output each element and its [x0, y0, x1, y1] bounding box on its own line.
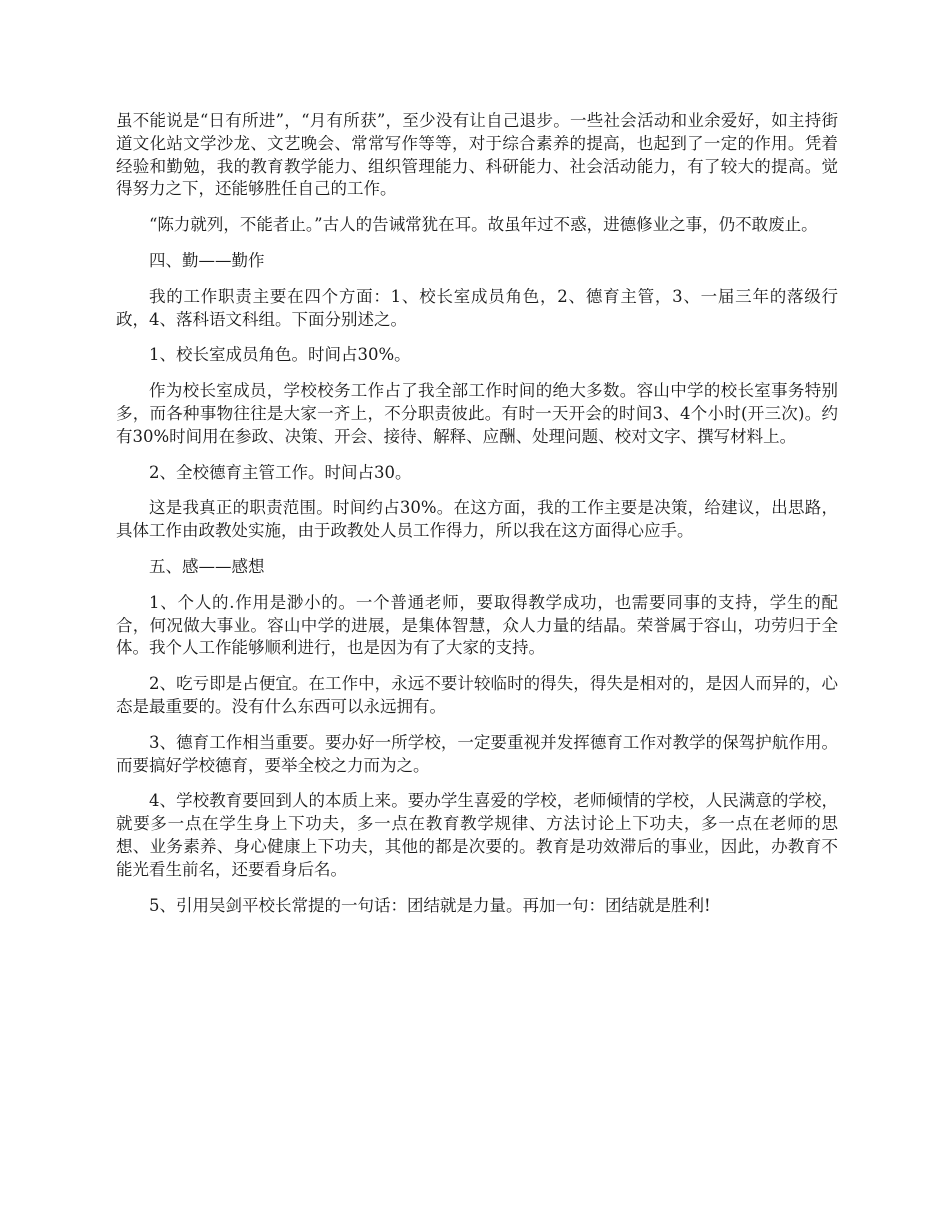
- paragraph-duties-overview: 我的工作职责主要在四个方面：1、校长室成员角色，2、德育主管，3、一届三年的落级行政，4、落科语文科组。下面分别述之。: [116, 286, 838, 329]
- paragraph-reflection-1: 1、个人的.作用是渺小的。一个普通老师，要取得教学成功，也需要同事的支持，学生的配合，何况做大事业。容山中学的进展，是集体智慧，众人力量的结晶。荣誉属于容山，功劳归于全体。我个人工作能够顺利进行，也是因为有了大家的支持。: [116, 592, 838, 658]
- document-body: [116, 110, 838, 930]
- paragraph-principal-office-work: 作为校长室成员，学校校务工作占了我全部工作时间的绝大多数。容山中学的校长室事务特别多，而各种事物往往是大家一齐上，不分职责彼此。有时一天开会的时间3、4个小时(开三次)。约有30%时间用在参政、决策、开会、接待、解释、应酬、处理问题、校对文字、撰写材料上。: [116, 381, 838, 446]
- paragraph-reflection-4: 4、学校教育要回到人的本质上来。要办学生喜爱的学校，老师倾情的学校，人民满意的学校，就要多一点在学生身上下功夫，多一点在教育教学规律、方法讨论上下功夫，多一点在老师的思想、业务素养、身心健康上下功夫，其他的都是次要的。教育是功效滞后的事业，因此，办教育不能光看生前名，还要看身后名。: [116, 791, 838, 879]
- paragraph-reflection-3: 3、德育工作相当重要。要办好一所学校，一定要重视并发挥德育工作对教学的保驾护航作用。而要搞好学校德育，要举全校之力而为之。: [116, 732, 838, 775]
- paragraph-reflection-2: 2、吃亏即是占便宜。在工作中，永远不要计较临时的得失，得失是相对的，是因人而异的，心态是最重要的。没有什么东西可以永远拥有。: [116, 674, 838, 716]
- subheading-principal-office-role: 1、校长室成员角色。时间占30%。: [149, 345, 411, 365]
- paragraph-continuation: 虽不能说是“日有所进”，“月有所获”，至少没有让自己退步。一些社会活动和业余爱好，如主持街道文化站文学沙龙、文艺晚会、常常写作等等，对于综合素养的提高，也起到了一定的作用。凭着经验和勤勉，我的教育教学能力、组织管理能力、科研能力、社会活动能力，有了较大的提高。觉得努力之下，还能够胜任自己的工作。: [116, 111, 838, 199]
- paragraph-quote: “陈力就列，不能者止。”古人的告诫常犹在耳。故虽年过不惑，进德修业之事，仍不敢废止。: [149, 215, 818, 235]
- paragraph-reflection-5: 5、引用吴剑平校长常提的一句话：团结就是力量。再加一句：团结就是胜利!: [149, 895, 711, 915]
- paragraph-moral-education-work: 这是我真正的职责范围。时间约占30%。在这方面，我的工作主要是决策，给建议，出思路，具体工作由政教处实施，由于政教处人员工作得力，所以我在这方面得心应手。: [116, 498, 838, 541]
- section-heading-diligence: 四、勤——勤作: [149, 250, 265, 270]
- subheading-moral-education: 2、全校德育主管工作。时间占30。: [149, 462, 412, 482]
- section-heading-reflections: 五、感——感想: [149, 556, 265, 576]
